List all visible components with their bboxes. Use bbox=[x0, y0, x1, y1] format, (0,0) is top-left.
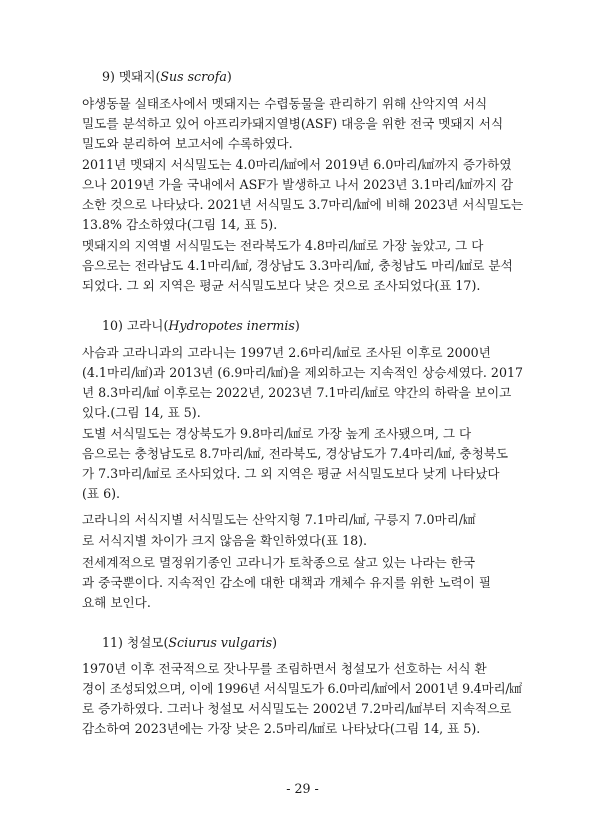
paragraph-line: 음으로는 전라남도 4.1마리/㎢, 경상남도 3.3마리/㎢, 충청남도 마리/㎢로 분석 bbox=[82, 258, 513, 273]
paragraph-line: 13.8% 감소하였다(그림 14, 표 5). bbox=[82, 217, 278, 232]
paragraph-line: 밀도와 분리하여 보고서에 수록하였다. bbox=[82, 136, 293, 151]
paragraph-line: 도별 서식밀도는 경상북도가 9.8마리/㎢로 가장 높게 조사됐으며, 그 다 bbox=[82, 426, 472, 441]
paragraph-line: 가 7.3마리/㎢로 조사되었다. 그 외 지역은 평균 서식밀도보다 낮게 나타났다 bbox=[82, 466, 500, 481]
paragraph-line: 밀도를 분석하고 있어 아프리카돼지열병(ASF) 대응을 위한 전국 멧돼지 서식 bbox=[82, 116, 504, 131]
page-number: - 29 - bbox=[286, 781, 319, 796]
paragraph-line: 로 서식지별 차이가 크지 않음을 확인하였다(표 18). bbox=[82, 533, 368, 548]
paragraph-line: 경이 조성되었으며, 이에 1996년 서식밀도가 6.0마리/㎢에서 2001년 9.4마리/㎢ bbox=[82, 681, 522, 696]
paragraph-line: 감소하여 2023년에는 가장 낮은 2.5마리/㎢로 나타났다(그림 14, 표 5). bbox=[82, 721, 481, 736]
paragraph-line: 로 증가하였다. 그러나 청설모 서식밀도는 2002년 7.2마리/㎢부터 지속적으로 bbox=[82, 701, 512, 716]
paragraph-line: 음으로는 충청남도로 8.7마리/㎢, 전라북도, 경상남도가 7.4마리/㎢, 충청북도 bbox=[82, 446, 509, 461]
paragraph-line: (4.1마리/㎢)과 2013년 (6.9마리/㎢)을 제외하고는 지속적인 상승세였다. 2017 bbox=[82, 365, 523, 380]
paragraph-line: 멧돼지의 지역별 서식밀도는 전라북도가 4.8마리/㎢로 가장 높았고, 그 다 bbox=[82, 238, 484, 253]
section-heading-wild-boar: 9) 멧돼지(Sus scrofa) bbox=[102, 69, 232, 84]
paragraph-line: 2011년 멧돼지 서식밀도는 4.0마리/㎢에서 2019년 6.0마리/㎢까지 증가하였 bbox=[82, 157, 512, 172]
paragraph-line: 과 중국뿐이다. 지속적인 감소에 대한 대책과 개체수 유지를 위한 노력이 필 bbox=[82, 575, 492, 590]
paragraph-line: 되었다. 그 외 지역은 평균 서식밀도보다 낮은 것으로 조사되었다(표 17). bbox=[82, 278, 481, 293]
paragraph-line: 고라니의 서식지별 서식밀도는 산악지형 7.1마리/㎢, 구릉지 7.0마리/㎢ bbox=[82, 512, 476, 527]
paragraph-line: 야생동물 실태조사에서 멧돼지는 수렵동물을 관리하기 위해 산악지역 서식 bbox=[82, 96, 488, 111]
section-heading-squirrel: 11) 청설모(Sciurus vulgaris) bbox=[102, 635, 278, 650]
paragraph-line: 전세계적으로 멸정위기종인 고라니가 토착종으로 살고 있는 나라는 한국 bbox=[82, 555, 475, 570]
paragraph-line: 소한 것으로 나타났다. 2021년 서식밀도 3.7마리/㎢에 비해 2023년 서식밀도는 bbox=[82, 197, 524, 212]
paragraph-line: 사슴과 고라니과의 고라니는 1997년 2.6마리/㎢로 조사된 이후로 2000년 bbox=[82, 345, 491, 360]
paragraph-line: 요해 보인다. bbox=[82, 595, 151, 610]
paragraph-line: (표 6). bbox=[82, 486, 121, 501]
paragraph-line: 년 8.3마리/㎢ 이후로는 2022년, 2023년 7.1마리/㎢로 약간의 하락을 보이고 bbox=[82, 385, 512, 400]
paragraph-line: 으나 2019년 가을 국내에서 ASF가 발생하고 나서 2023년 3.1마리/㎢까지 감 bbox=[82, 177, 514, 192]
section-heading-water-deer: 10) 고라니(Hydropotes inermis) bbox=[102, 318, 300, 333]
paragraph-line: 1970년 이후 전국적으로 잣나무를 조림하면서 청설모가 선호하는 서식 환 bbox=[82, 661, 487, 676]
paragraph-line: 있다.(그림 14, 표 5). bbox=[82, 405, 201, 420]
